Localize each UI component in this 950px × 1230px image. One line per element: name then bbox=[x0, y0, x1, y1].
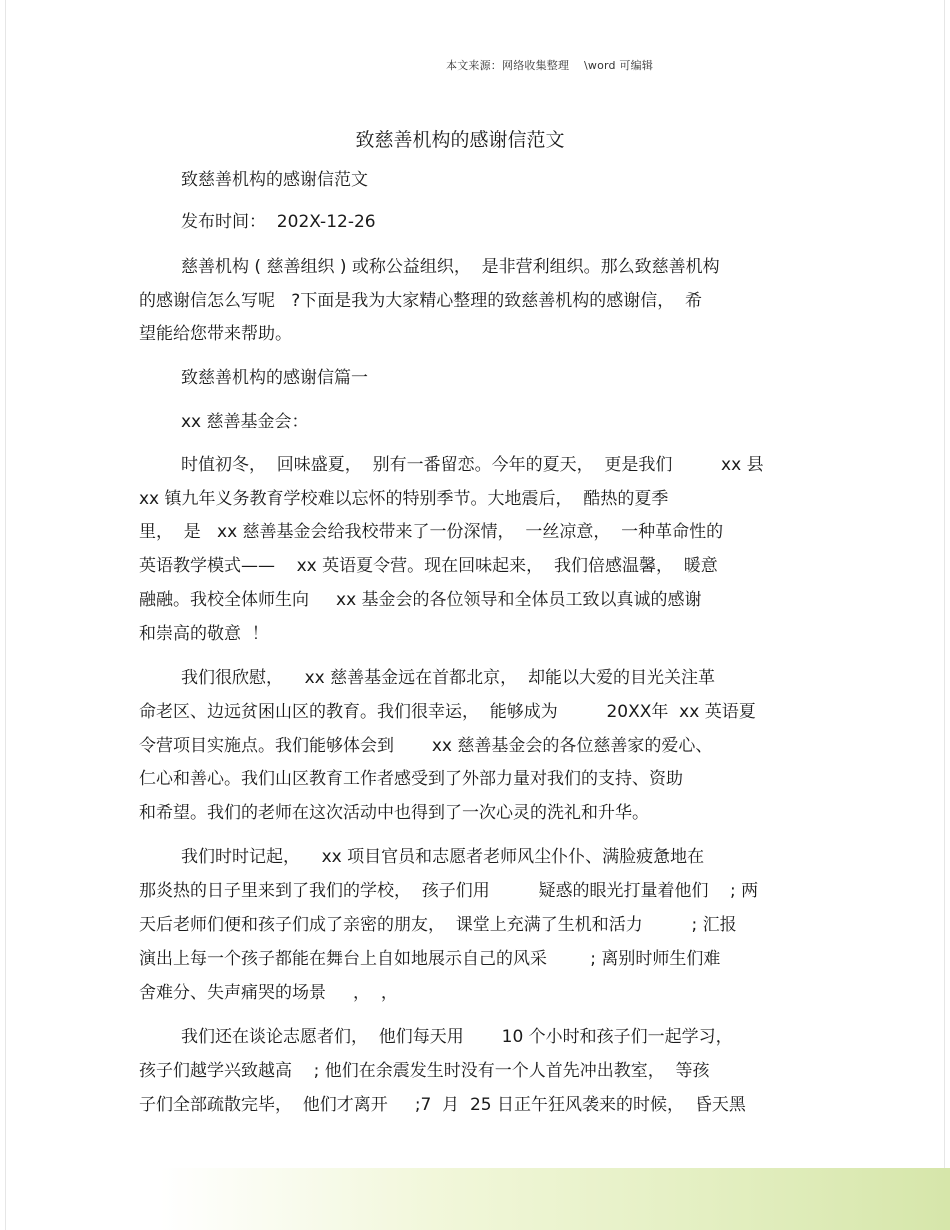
text-line: 演出上每一个孩子都能在舞台上自如地展示自己的风采 ; 离别时师生们难 bbox=[139, 949, 721, 969]
document-title: 致慈善机构的感谢信范文 bbox=[355, 129, 565, 151]
section-heading: 致慈善机构的感谢信篇一 bbox=[181, 368, 368, 388]
text-line: 和崇高的敬意 ！ bbox=[139, 624, 269, 644]
text-line: 慈善机构 ( 慈善组织 ) 或称公益组织， 是非营利组织。那么致慈善机构 bbox=[181, 257, 720, 277]
source-note: 本文来源：网络收集整理 \word 可编辑 bbox=[446, 59, 654, 72]
subtitle: 致慈善机构的感谢信范文 bbox=[181, 170, 368, 190]
text-line: 里， 是 xx 慈善基金会给我校带来了一份深情， 一丝凉意， 一种革命性的 bbox=[139, 522, 724, 542]
text-line: 命老区、边远贫困山区的教育。我们很幸运， 能够成为 20XX年 xx 英语夏 bbox=[139, 702, 756, 722]
text-line: 令营项目实施点。我们能够体会到 xx 慈善基金会的各位慈善家的爱心、 bbox=[139, 736, 713, 756]
text-line: 那炎热的日子里来到了我们的学校， 孩子们用 疑惑的眼光打量着他们 ; 两 bbox=[139, 881, 759, 901]
text-line: 和希望。我们的老师在这次活动中也得到了一次心灵的洗礼和升华。 bbox=[139, 803, 649, 823]
text-line: 孩子们越学兴致越高 ; 他们在余震发生时没有一个人首先冲出教室， 等孩 bbox=[139, 1061, 710, 1081]
text-line: 天后老师们便和孩子们成了亲密的朋友， 课堂上充满了生机和活力 ; 汇报 bbox=[139, 915, 737, 935]
footer-decoration bbox=[160, 1168, 950, 1230]
text-line: 英语教学模式—— xx 英语夏令营。现在回味起来， 我们倍感温馨， 暖意 bbox=[139, 556, 718, 576]
text-line: 融融。我校全体师生向 xx 基金会的各位领导和全体员工致以真诚的感谢 bbox=[139, 590, 702, 610]
salutation: xx 慈善基金会： bbox=[181, 412, 309, 432]
text-line: 我们很欣慰， xx 慈善基金远在首都北京， 却能以大爱的目光关注革 bbox=[181, 668, 715, 688]
text-line: 时值初冬， 回味盛夏， 别有一番留恋。今年的夏天， 更是我们 xx 县 bbox=[181, 455, 764, 475]
text-line: 仁心和善心。我们山区教育工作者感受到了外部力量对我们的支持、资助 bbox=[139, 769, 683, 789]
text-line: 我们还在谈论志愿者们， 他们每天用 10 个小时和孩子们一起学习， bbox=[181, 1027, 733, 1047]
text-line: 舍难分、失声痛哭的场景 ， ， bbox=[139, 983, 398, 1003]
text-line: 我们时时记起， xx 项目官员和志愿者老师风尘仆仆、满脸疲惫地在 bbox=[181, 847, 705, 867]
text-line: 子们全部疏散完毕， 他们才离开 ;7 月 25 日正午狂风袭来的时候， 昏天黑 bbox=[139, 1095, 746, 1115]
text-line: xx 镇九年义务教育学校难以忘怀的特别季节。大地震后， 酷热的夏季 bbox=[139, 489, 669, 509]
publish-date: 发布时间： 202X-12-26 bbox=[181, 212, 376, 232]
text-line: 望能给您带来帮助。 bbox=[139, 324, 292, 344]
text-line: 的感谢信怎么写呢 ?下面是我为大家精心整理的致慈善机构的感谢信， 希 bbox=[139, 291, 703, 311]
